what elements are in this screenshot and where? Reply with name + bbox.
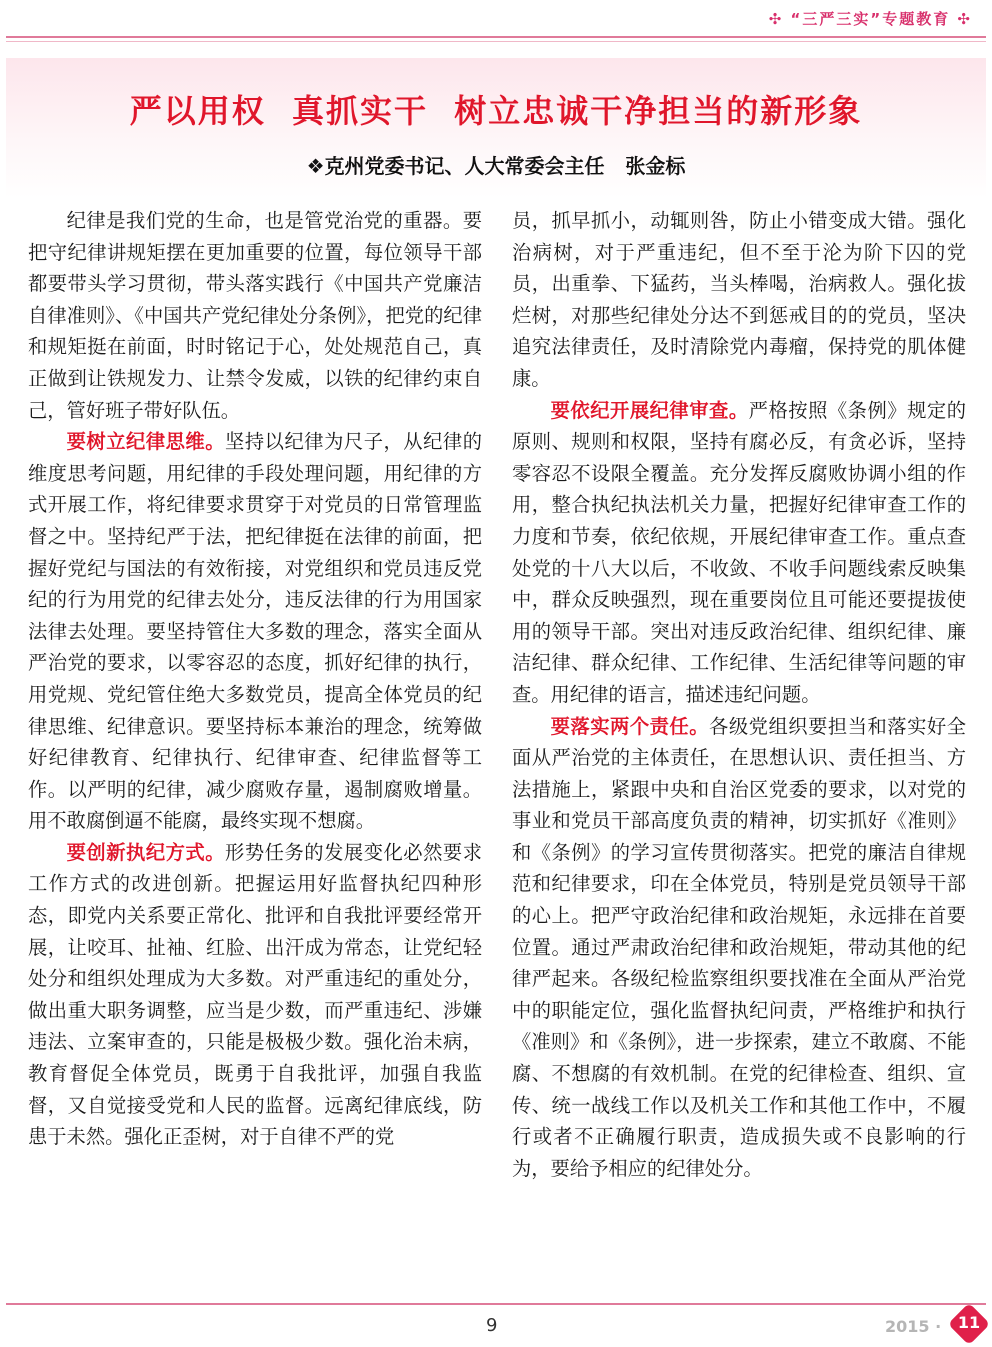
article-byline: ❖克州党委书记、人大常委会主任 张金标 [306,154,686,178]
section-header: ✣ “三严三实”专题教育 ✣ [768,10,972,28]
paragraph-discipline-thinking [28,426,482,837]
paragraph-text: 严格按照《条例》规定的原则、规则和权限，坚持有腐必反，有贪必诉，坚持零容忍不设限全覆盖。充分发挥反腐败协调小组的作用，整合执纪执法机关力量，把握好纪律审查工作的力度和节奏，依纪依规，开展纪律审查工作。重点查处党的十八大以后，不收敛、不收手问题线索反映集中，群众反映强烈，现在重要岗位且可能还要提拔使用的领导干部。突出对违反政治纪律、组织纪律、廉洁纪律、群众纪律、工作纪律、生活纪律等问题的审查。用纪律的语言，描述违纪问题。 [512,398,966,706]
issue-number: 11 [957,1313,981,1332]
paragraph-innovation-continued: 员，抓早抓小，动辄则咎，防止小错变成大错。强化治病树，对于严重违纪，但不至于沦为阶下囚的党员，出重拳、下猛药，当头棒喝，治病救人。强化拔烂树，对那些纪律处分达不到惩戒目的的党员，坚决追究法律责任，及时清除党内毒瘤，保持党的肌体健康。 [512,209,966,390]
section-heading: 要创新执纪方式。 [66,840,226,864]
paragraph-text: 形势任务的发展变化必然要求工作方式的改进创新。把握运用好监督执纪四种形态，即党内关系要正常化、批评和自我批评要经常开展，让咬耳、扯袖、红脸、出汗成为常态，让党纪轻处分和组织处理成为大多数。对严重违纪的重处分，做出重大职务调整，应当是少数，而严重违纪、涉嫌违法、立案审查的，只能是极极少数。强化治未病，教育督促全体党员，既勇于自我批评，加强自我监督，又自觉接受党和人民的监督。远离纪律底线，防患于未然。强化正歪树，对于自律不严的党 [28,840,483,1149]
paragraph-innovation [28,837,482,1153]
paragraph-intro: 纪律是我们党的生命，也是管党治党的重器。要把守纪律讲规矩摆在更加重要的位置，每位领导干部都要带头学习贯彻，带头落实践行《中国共产党廉洁自律准则》、《中国共产党纪律处分条例》，把党的纪律和规矩挺在前面，时时铭记于心，处处规范自己，真正做到让铁规发力、让禁令发威，以铁的纪律约束自己，管好班子带好队伍。 [28,209,482,422]
issue-year: 2015 · [885,1317,942,1336]
paragraph-review [512,395,966,711]
left-column [28,205,482,1153]
section-heading: 要落实两个责任。 [550,714,710,738]
paragraph-responsibility [512,711,966,1185]
right-column [512,205,966,1184]
section-heading: 要树立纪律思维。 [66,430,226,454]
paragraph-text: 各级党组织要担当和落实好全面从严治党的主体责任，在思想认识、责任担当、方法措施上，紧跟中央和自治区党委的要求，以对党的事业和党员干部高度负责的精神，切实抓好《准则》和《条例》的学习宣传贯彻落实。把党的廉洁自律规范和纪律要求，印在全体党员，特别是党员领导干部的心上。把严守政治纪律和政治规矩，永远排在首要位置。通过严肃政治纪律和政治规矩，带动其他的纪律严起来。各级纪检监察组织要找准在全面从严治党中的职能定位，强化监督执纪问责，严格维护和执行《准则》和《条例》，进一步探索，建立不敢腐、不能腐、不想腐的有效机制。在党的纪律检查、组织、宣传、统一战线工作以及机关工作和其他工作中，不履行或者不正确履行职责，造成损失或不良影响的行为，要给予相应的纪律处分。 [512,714,967,1180]
header-divider-thin [6,41,986,42]
footer-divider [6,1303,986,1305]
paragraph-text: 坚持以纪律为尺子，从纪律的维度思考问题，用纪律的手段处理问题，用纪律的方式开展工作，将纪律要求贯穿于对党员的日常管理监督之中。坚持纪严于法，把纪律挺在法律的前面，把握好党纪与国法的有效衔接，对党组织和党员违反党纪的行为用党的纪律去处分，违反法律的行为用国家法律去处理。要坚持管住大多数的理念，落实全面从严治党的要求，以零容忍的态度，抓好纪律的执行，用党规、党纪管住绝大多数党员，提高全体党员的纪律思维、纪律意识。要坚持标本兼治的理念，统筹做好纪律教育、纪律执行、纪律审查、纪律监督等工作。以严明的纪律，减少腐败存量，遏制腐败增量。用不敢腐倒逼不能腐，最终实现不想腐。 [28,430,483,833]
section-heading: 要依纪开展纪律审查。 [550,398,749,422]
page-number: 9 [486,1315,498,1336]
header-divider [6,36,986,38]
article-title: 严以用权 真抓实干 树立忠诚干净担当的新形象 [129,92,863,130]
